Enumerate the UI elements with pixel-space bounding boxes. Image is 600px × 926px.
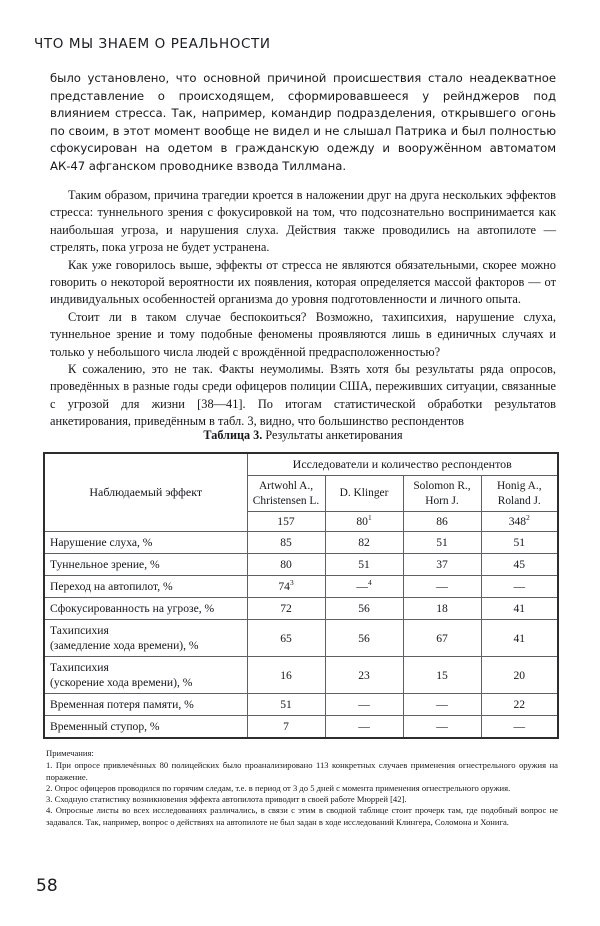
body-text-column <box>50 70 556 431</box>
respondent-count-4-value: 348 <box>508 515 527 528</box>
row-cell <box>247 532 325 554</box>
row-cell <box>403 554 481 576</box>
row-cell <box>247 598 325 620</box>
row-cell <box>325 694 403 716</box>
page-number: 58 <box>36 876 58 896</box>
row-cell <box>325 716 403 739</box>
researcher-1-line-2: Christensen L. <box>252 494 320 507</box>
row-cell <box>403 576 481 598</box>
cell-value: 80 <box>280 558 292 571</box>
table-head <box>44 453 558 532</box>
row-cell <box>247 694 325 716</box>
cell-value: — <box>436 580 448 593</box>
notes-title: Примечания: <box>46 748 94 758</box>
row-cell <box>325 532 403 554</box>
survey-table-wrapper <box>43 452 557 739</box>
respondent-count-2 <box>325 512 403 532</box>
paragraph-5: К сожалению, это не так. Факты неумолимы. Взять хотя бы результаты ряда опросов, проведённых в разные годы среди офицеров полиции США, переживших ситуации, связанные с угрозой для жизни [38—41]. По итогам статистической обработки результатов анкетирования, приведённым в табл. 3, видно, что большинство респондентов <box>50 362 556 429</box>
cell-value: — <box>513 720 526 733</box>
paragraph-4: Стоит ли в таком случае беспокоиться? Возможно, тахипсихия, нарушение слуха, туннельное зрение и тому подобные феномены проявляются лишь в единичных случаях и только у небольшого числа людей с врождённой предрасположенностью? <box>50 309 556 359</box>
row-cell <box>325 554 403 576</box>
column-header-researcher-2 <box>325 476 403 512</box>
researcher-2-line-1: D. Klinger <box>339 487 389 500</box>
row-effect-line-1: Нарушение слуха, % <box>50 536 153 549</box>
note-item-4: 4. Опросные листы во всех исследованиях различались, в связи с этим в сводной таблице стоит прочерк там, где подобный вопрос не задавался. Так, например, вопрос о действиях на автопилоте не был задан в ходе исследований Клингера, Соломона и Хонига. <box>46 805 558 827</box>
row-effect-line-2: (ускорение хода времени), % <box>50 676 193 689</box>
cell-value: 15 <box>436 668 448 682</box>
respondent-count-2-value: 80 <box>356 515 368 528</box>
respondent-count-1-value: 157 <box>277 515 295 528</box>
cell-value: — <box>436 698 448 711</box>
row-cell <box>247 576 325 598</box>
table-row <box>44 598 558 620</box>
row-cell <box>325 657 403 694</box>
row-effect-label <box>44 532 247 554</box>
table-row <box>44 694 558 716</box>
row-cell <box>481 657 558 694</box>
row-cell <box>481 576 558 598</box>
cell-value: 67 <box>436 631 448 645</box>
cell-value: 51 <box>358 558 370 571</box>
row-cell <box>481 620 558 657</box>
row-effect-label <box>44 694 247 716</box>
table-row <box>44 657 558 694</box>
table-row <box>44 576 558 598</box>
table-notes <box>46 748 558 828</box>
table-row <box>44 532 558 554</box>
row-effect-label <box>44 554 247 576</box>
table-row <box>44 554 558 576</box>
cell-value: 41 <box>513 602 526 615</box>
row-cell <box>481 554 558 576</box>
row-cell <box>481 694 558 716</box>
table-caption <box>50 427 556 443</box>
cell-value: 51 <box>280 698 292 711</box>
researcher-4-line-2: Roland J. <box>497 494 541 507</box>
table-header-row-group <box>44 453 558 476</box>
respondent-count-4 <box>481 512 558 532</box>
cell-value: 65 <box>280 631 292 645</box>
table-caption-label: Таблица 3. <box>203 428 263 442</box>
cell-value: 22 <box>513 698 526 711</box>
row-cell <box>325 598 403 620</box>
column-header-researcher-1 <box>247 476 325 512</box>
column-header-researcher-4 <box>481 476 558 512</box>
column-header-researcher-3 <box>403 476 481 512</box>
paragraph-1: было установлено, что основной причиной происшествия стало неадекватное представление о происходящем, сформировавшееся у рейнджеров под влиянием стресса. Так, например, командир подразделения, открывшего огонь по своим, в этот момент вообще не видел и не слышал Патрика и был полностью сфокусирован на одетом в гражданскую одежду и вооружённом автоматом АК-47 афганском проводнике взвода Тиллмана. <box>50 71 556 173</box>
cell-value: — <box>358 698 370 711</box>
row-cell <box>325 576 403 598</box>
row-cell <box>247 620 325 657</box>
cell-value: — <box>513 580 526 593</box>
cell-value: 18 <box>436 602 448 615</box>
cell-value: 56 <box>358 631 370 645</box>
row-cell <box>325 620 403 657</box>
row-cell <box>247 657 325 694</box>
respondent-count-4-sup: 2 <box>526 513 530 523</box>
table-row <box>44 716 558 739</box>
cell-value: — <box>436 720 448 733</box>
row-effect-label <box>44 598 247 620</box>
respondent-count-3 <box>403 512 481 532</box>
row-effect-line-1: Тахипсихия <box>50 661 109 674</box>
column-header-effect: Наблюдаемый эффект <box>44 453 247 532</box>
row-effect-label <box>44 620 247 657</box>
researcher-1-line-1: Artwohl A., <box>258 480 314 492</box>
cell-value: 85 <box>280 536 292 549</box>
survey-results-table <box>43 452 559 739</box>
row-effect-line-1: Переход на автопилот, % <box>50 580 173 593</box>
cell-value: 7 <box>283 720 289 733</box>
row-effect-line-1: Сфокусированность на угрозе, % <box>50 602 215 615</box>
row-cell <box>403 532 481 554</box>
row-cell <box>403 694 481 716</box>
row-effect-label <box>44 657 247 694</box>
cell-value: 45 <box>513 558 526 571</box>
note-item-2: 2. Опрос офицеров проводился по горячим следам, т.е. в период от 3 до 5 дней с момента применения огнестрельного оружия. <box>46 782 511 793</box>
respondent-count-2-sup: 1 <box>367 513 372 523</box>
row-effect-label <box>44 576 247 598</box>
cell-value: 20 <box>513 668 526 682</box>
cell-value: 51 <box>436 536 448 549</box>
column-header-group: Исследователи и количество респондентов <box>247 453 558 476</box>
row-cell <box>403 620 481 657</box>
cell-value: 74 <box>278 580 290 593</box>
cell-value: 72 <box>280 602 292 615</box>
row-effect-label <box>44 716 247 739</box>
cell-value: 23 <box>358 668 370 682</box>
cell-value: 56 <box>358 602 370 615</box>
row-cell <box>481 532 558 554</box>
cell-value: 37 <box>436 558 448 571</box>
row-effect-line-1: Тахипсихия <box>50 624 109 637</box>
cell-value: 16 <box>280 668 292 682</box>
cell-sup: 3 <box>289 578 294 588</box>
cell-value: 51 <box>513 536 526 549</box>
row-effect-line-1: Временный ступор, % <box>50 720 160 733</box>
note-item-3: 3. Сходную статистику возникновения эффекта автопилота приводит в своей работе Мюррей [42]. <box>46 794 407 805</box>
researcher-3-line-2: Horn J. <box>425 494 459 507</box>
respondent-count-3-value: 86 <box>436 515 448 528</box>
cell-sup: 4 <box>367 578 372 588</box>
running-head: ЧТО МЫ ЗНАЕМ О РЕАЛЬНОСТИ <box>34 36 271 52</box>
row-cell <box>403 657 481 694</box>
row-cell <box>403 598 481 620</box>
note-item-1: 1. При опросе привлечённых 80 полицейских было проанализировано 113 конкретных случаев применения огнестрельного оружия на поражение. <box>46 760 558 782</box>
table-caption-text: Результаты анкетирования <box>262 428 403 442</box>
researcher-4-line-1: Honig A., <box>496 480 542 492</box>
cell-value: 82 <box>358 536 370 549</box>
row-effect-line-1: Туннельное зрение, % <box>50 558 160 571</box>
cell-value: — <box>356 580 368 593</box>
table-row <box>44 620 558 657</box>
row-cell <box>247 554 325 576</box>
researcher-3-line-1: Solomon R., <box>413 480 471 492</box>
table-body <box>44 532 558 739</box>
row-effect-line-2: (замедление хода времени), % <box>50 639 199 652</box>
cell-value: 41 <box>513 631 526 645</box>
row-effect-line-1: Временная потеря памяти, % <box>50 698 194 711</box>
respondent-count-1 <box>247 512 325 532</box>
paragraph-3: Как уже говорилось выше, эффекты от стресса не являются обязательными, скорее можно говорить о некоторой вероятности их появления, которая определяется массой факторов — от индивидуальных особенностей организма до уровня подготовленности и личного опыта. <box>50 257 556 307</box>
row-cell <box>481 598 558 620</box>
row-cell <box>481 716 558 739</box>
paragraph-2: Таким образом, причина трагедии кроется в наложении друг на друга нескольких эффектов стресса: туннельного зрения с фокусировкой на том, что подсознательно воспринимается как наибольшая угроза, и нарушения слуха. Действия также проводились на автопилоте — стрелять, пока угроза не будет устранена. <box>50 188 556 255</box>
cell-value: — <box>358 720 370 733</box>
row-cell <box>247 716 325 739</box>
row-cell <box>403 716 481 739</box>
